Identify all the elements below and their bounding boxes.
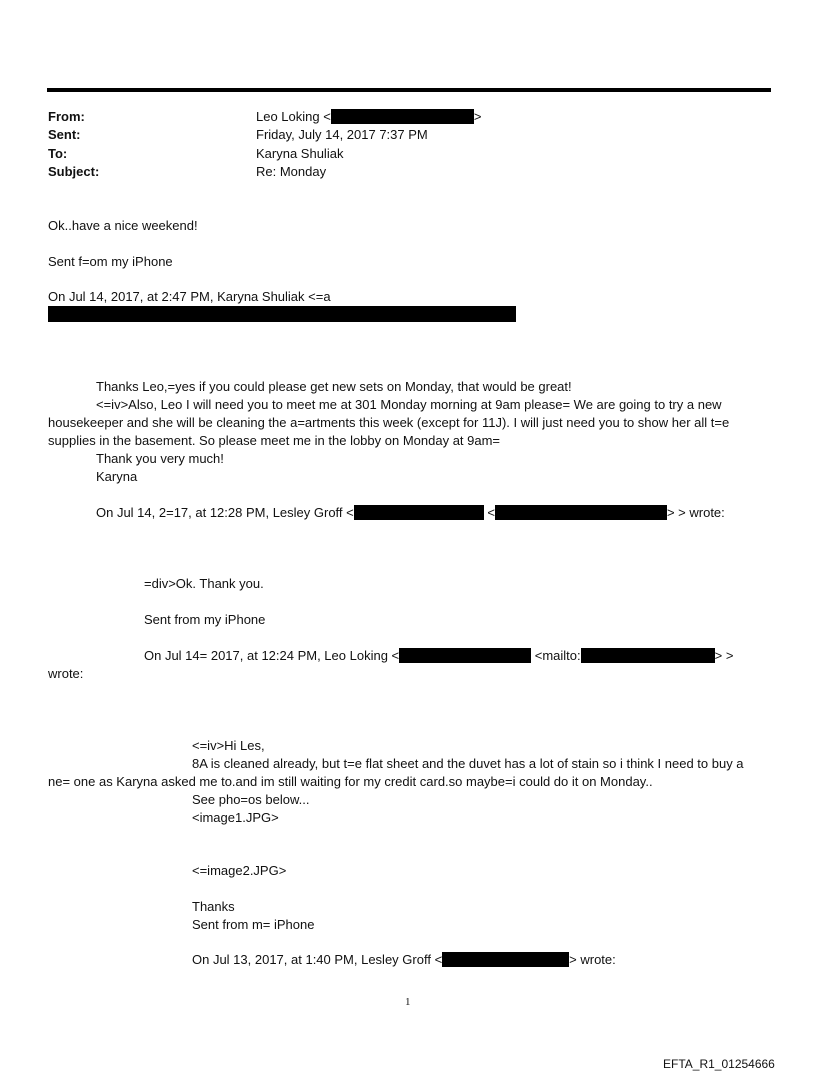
quote-line: Sent from m= iPhone (192, 917, 315, 932)
quote-line: Thanks (192, 899, 235, 914)
quote-line: Karyna (96, 469, 138, 484)
quote-line: housekeeper and she will be cleaning the a=artments this week (except for 11J). I will just need you to show her all t=e (48, 415, 730, 430)
body-line: Sent f=om my iPhone (48, 254, 173, 269)
quote-line: wrote: (48, 666, 84, 681)
document-id: EFTA_R1_01254666 (663, 1057, 775, 1071)
quote-header (192, 951, 616, 968)
from-close: > (473, 109, 482, 124)
quote-line: Thank you very much! (96, 451, 224, 466)
sent-label: Sent: (48, 127, 81, 142)
quote-line: <=iv>Hi Les, (192, 738, 265, 753)
quote-header-prefix: On Jul 14= 2017, at 12:24 PM, Leo Loking < (144, 648, 400, 663)
quote-line: supplies in the basement. So please meet me in the lobby on Monday at 9am= (48, 433, 501, 448)
page-number: 1 (405, 996, 411, 1008)
quote-line: <=iv>Also, Leo I will need you to meet me at 301 Monday morning at 9am please= We are going to try a new (96, 397, 722, 412)
redaction-bar (495, 505, 667, 520)
attachment-placeholder: <=image2.JPG> (192, 863, 287, 878)
quote-header-suffix: > > (714, 648, 734, 663)
quote-line: Thanks Leo,=yes if you could please get new sets on Monday, that would be great! (96, 379, 572, 394)
quote-header-suffix: > > wrote: (666, 505, 725, 520)
redaction-bar (442, 952, 569, 967)
sent-value: Friday, July 14, 2017 7:37 PM (256, 127, 428, 142)
quote-header (144, 647, 733, 664)
to-value: Karyna Shuliak (256, 146, 344, 161)
quote-header-prefix: On Jul 13, 2017, at 1:40 PM, Lesley Groff < (192, 952, 443, 967)
quote-line: Sent from my iPhone (144, 612, 266, 627)
quote-header-prefix: On Jul 14, 2=17, at 12:28 PM, Lesley Groff < (96, 505, 354, 520)
subject-label: Subject: (48, 164, 100, 179)
from-name: Leo Loking (256, 109, 320, 124)
redaction-bar (354, 505, 484, 520)
attachment-placeholder: <image1.JPG> (192, 810, 279, 825)
body-line: On Jul 14, 2017, at 2:47 PM, Karyna Shuliak <=a (48, 289, 331, 304)
redaction-bar (48, 306, 516, 322)
header-rule (47, 88, 771, 92)
redaction-bar (581, 648, 715, 663)
from-label: From: (48, 109, 85, 124)
body-line: Ok..have a nice weekend! (48, 218, 198, 233)
redaction-bar (331, 109, 474, 124)
from-value (256, 108, 481, 125)
quote-line: ne= one as Karyna asked me to.and im still waiting for my credit card.so maybe=i could do it on Monday.. (48, 774, 653, 789)
quote-header-mid: < (487, 505, 495, 520)
quote-header-mid: <mailto: (534, 648, 581, 663)
quote-header (96, 504, 725, 521)
redaction-bar (399, 648, 531, 663)
to-label: To: (48, 146, 68, 161)
quote-header-suffix: > wrote: (569, 952, 616, 967)
quote-line: 8A is cleaned already, but t=e flat sheet and the duvet has a lot of stain so i think I need to buy a (192, 756, 744, 771)
quote-line: =div>Ok. Thank you. (144, 576, 264, 591)
from-open: < (323, 109, 331, 124)
quote-line: See pho=os below... (192, 792, 310, 807)
subject-value: Re: Monday (256, 164, 327, 179)
